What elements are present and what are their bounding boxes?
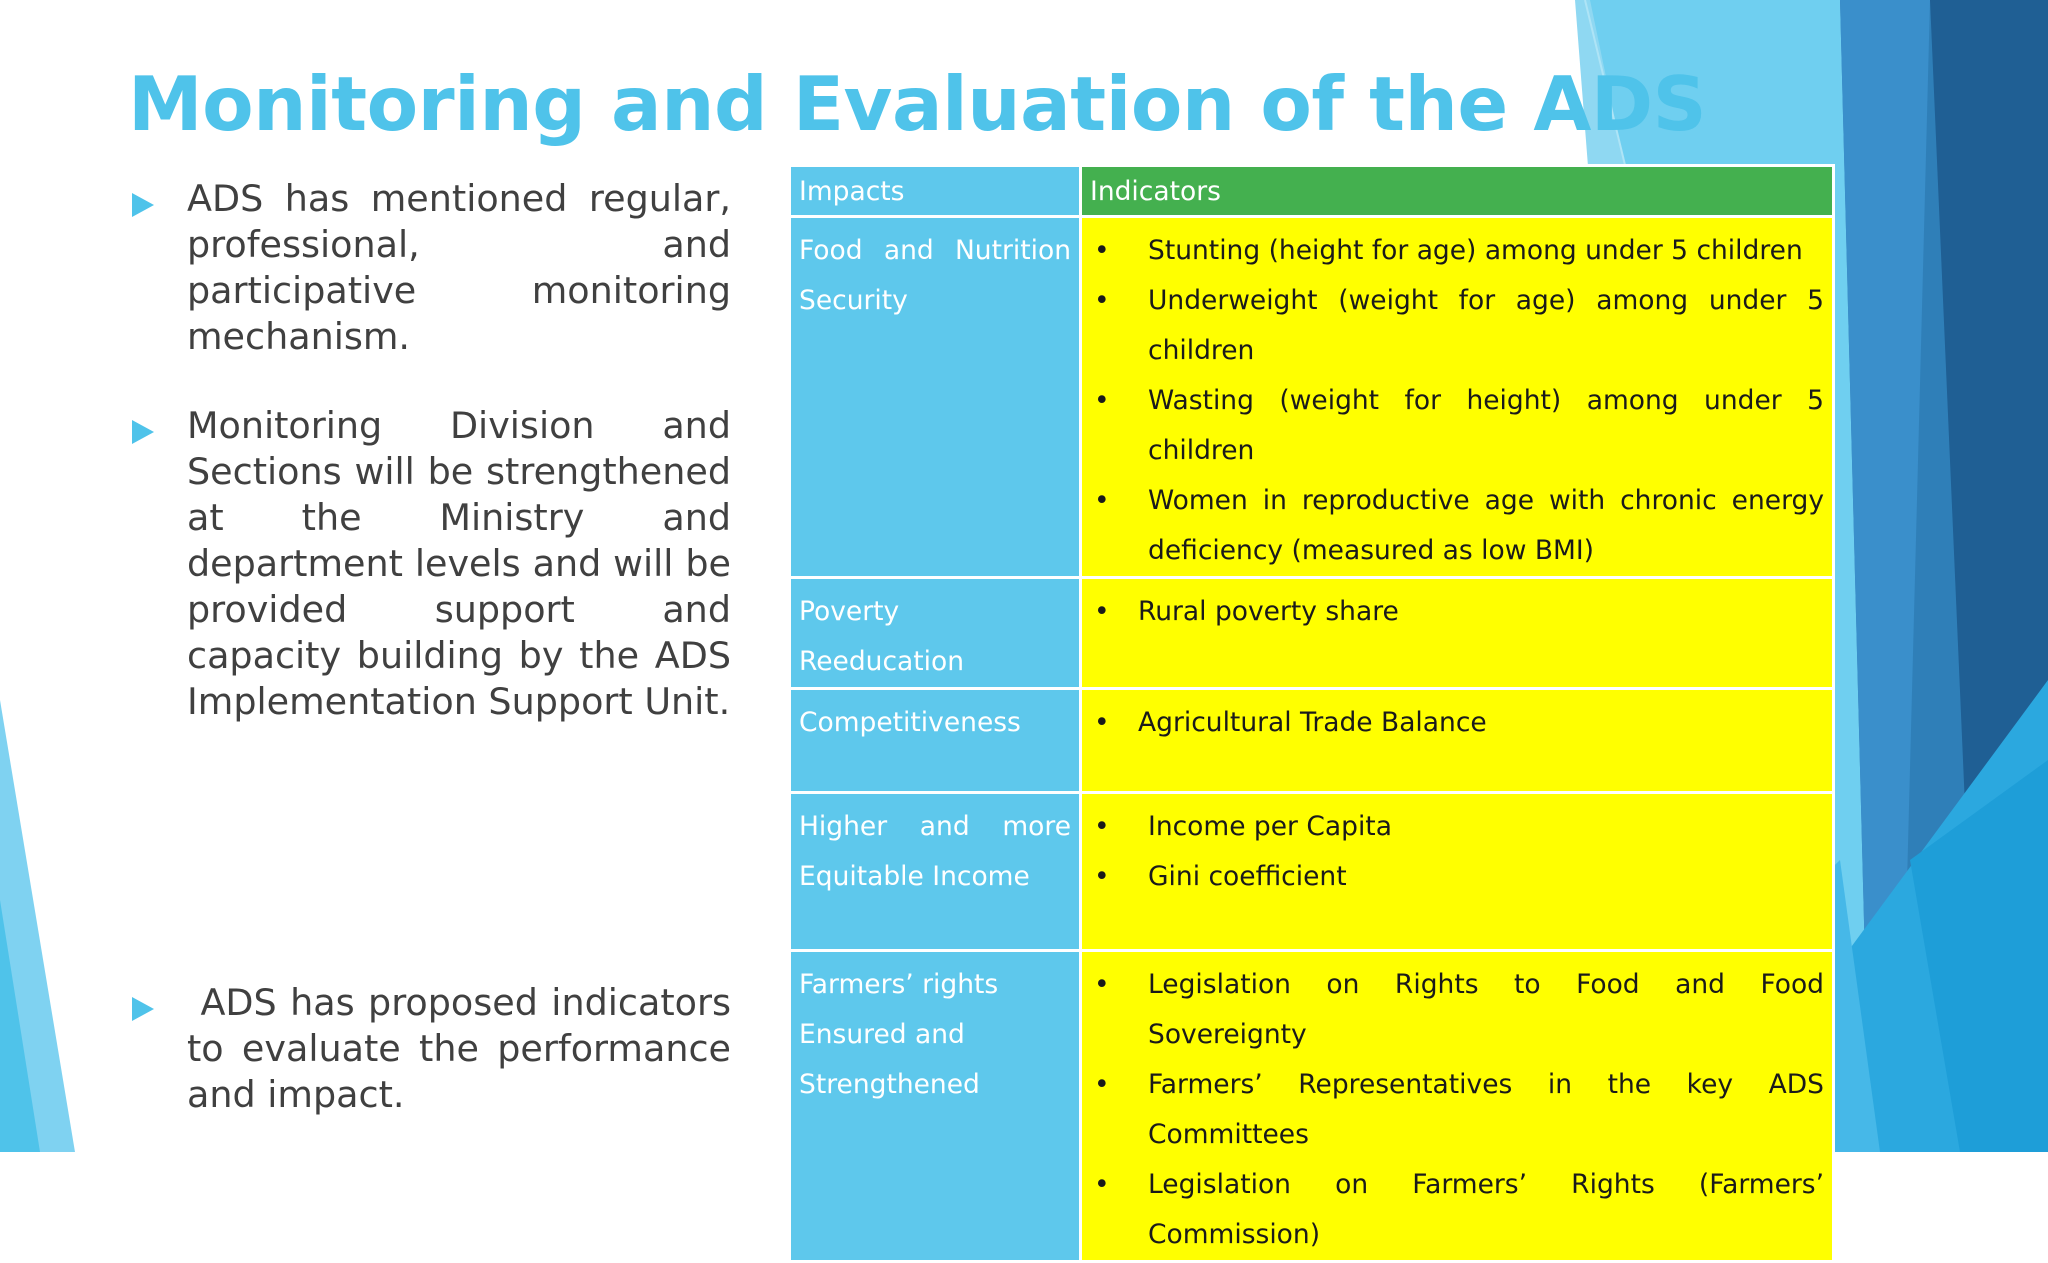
slide-title: Monitoring and Evaluation of the ADS [128,60,1707,148]
indicators-header: Indicators [1081,166,1834,217]
indicator-item: • Legislation on Rights to Food and Food Sovereignty [1090,960,1824,1060]
indicators-table [788,164,1835,1263]
bullet-text: ADS has mentioned regular, professional, and participative monitoring mechanism. [187,177,731,358]
indicator-item: • Gini coefficient [1090,852,1824,902]
impact-cell: Poverty Reeducation [790,578,1081,689]
table-row [790,951,1834,1262]
indicator-item: • Wasting (weight for height) among under 5 children [1090,376,1824,476]
impact-cell: Competitiveness [790,689,1081,793]
table-row [790,217,1834,578]
impact-cell: Higher and more Equitable Income [790,793,1081,951]
indicator-cell [1081,951,1834,1262]
indicator-item: • Rural poverty share [1090,587,1824,637]
bullet-text: Monitoring Division and Sections will be strengthened at the Ministry and department levels and will be provided support and capacity building by the ADS Implementation Support Unit. [187,404,731,723]
indicator-item: • Women in reproductive age with chronic energy deficiency (measured as low BMI) [1090,476,1824,576]
impact-cell: Farmers’ rights Ensured and Strengthened [790,951,1081,1262]
indicator-cell [1081,689,1834,793]
indicator-item: • Underweight (weight for age) among under 5 children [1090,276,1824,376]
table-row [790,578,1834,689]
indicator-cell [1081,217,1834,578]
table-row [790,793,1834,951]
indicator-cell [1081,793,1834,951]
impacts-header: Impacts [790,166,1081,217]
triangle-bullet-icon [132,420,154,444]
table-row [790,689,1834,793]
indicator-cell [1081,578,1834,689]
indicator-item: • Farmers’ Representatives in the key ADS Committees [1090,1060,1824,1160]
indicator-item: • Stunting (height for age) among under 5 children [1090,226,1824,276]
triangle-bullet-icon [132,997,154,1021]
triangle-bullet-icon [132,193,154,217]
indicator-item: • Agricultural Trade Balance [1090,698,1824,748]
indicator-item: • Income per Capita [1090,802,1824,852]
bullet-text: ADS has proposed indicators to evaluate the performance and impact. [187,981,743,1116]
impact-cell: Food and Nutrition Security [790,217,1081,578]
indicator-item: • Legislation on Farmers’ Rights (Farmers’ Commission) [1090,1160,1824,1260]
